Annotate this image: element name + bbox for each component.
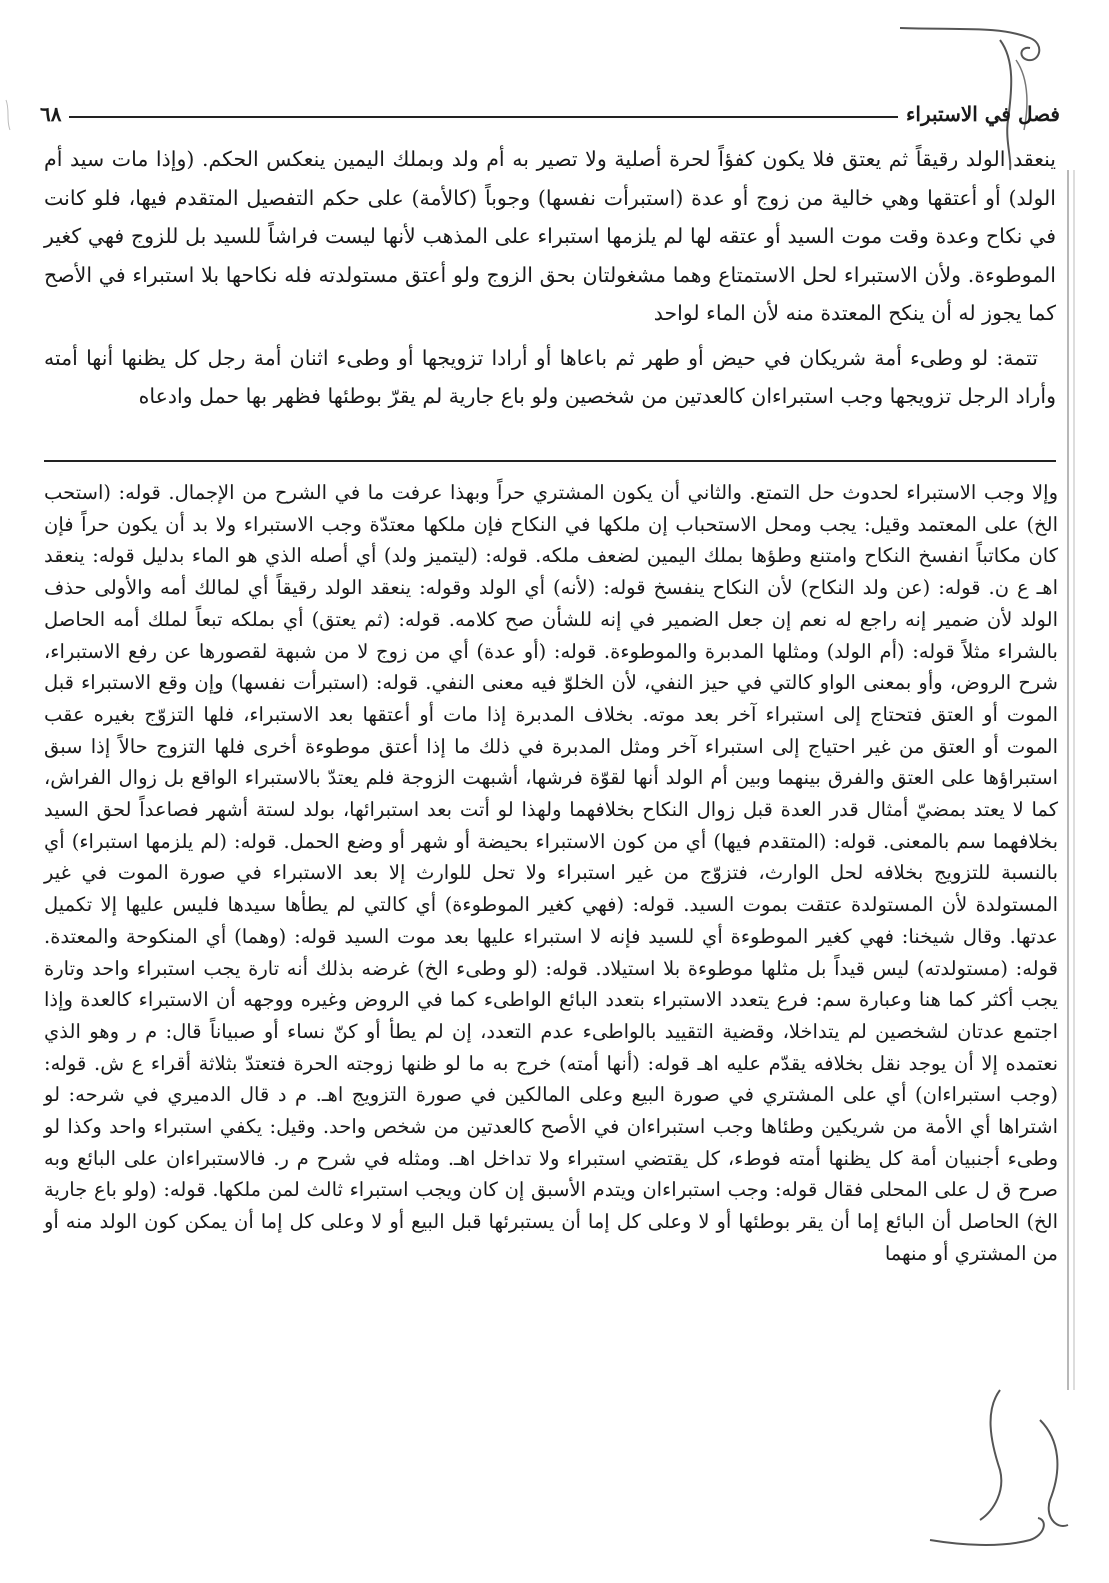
page-number: ٦٨ (40, 102, 62, 126)
header-rule (69, 116, 898, 118)
commentary-paragraph: وإلا وجب الاستبراء لحدوث حل التمتع. والثاني أن يكون المشتري حراً وبهذا عرفت ما في الشرح من الإجمال. قوله: (استحب الخ) على المعتمد وقيل: يجب ومحل الاستحباب إن ملكها في النكاح فإن ملكها معتدّة وجب الاستبراء ولا بد أن يكون حراً فإن كان مكاتباً انفسخ النكاح وامتنع وطؤها بملك اليمين لضعف ملكه. قوله: (ليتميز ولد) أي أصله الذي هو الماء بدليل قوله: ينعقد اهـ ع ن. قوله: (عن ولد النكاح) لأن النكاح ينفسخ قوله: (لأنه) أي الولد وقوله: ينعقد الولد رقيقاً أي لمالك أمه والأولى حذف الولد لأن ضمير إنه راجع له نعم إن جعل الضمير في إنه للشأن صح كلامه. قوله: (ثم يعتق) أي بملكه تبعاً لملك أمه الحاصل بالشراء مثلاً قوله: (أم الولد) ومثلها المدبرة والموطوءة. قوله: (أو عدة) أي من زوج لا من شبهة لقصورها عن رفع الاستبراء، شرح الروض، وأو بمعنى الواو كالتي في حيز النفي، لأن الخلوّ فيه معنى النفي. قوله: (استبرأت نفسها) وإن وقع الاستبراء قبل الموت أو العتق فتحتاج إلى استبراء آخر بعد موته. بخلاف المدبرة إذا مات أو أعتقها بعد الاستبراء، فلها التزوّج بغيره عقب الموت أو العتق من غير احتياج إلى استبراء آخر ومثل المدبرة في ذلك ما إذا أعتق موطوءة أخرى فلها التزوج حالاً إذا سبق استبراؤها على العتق والفرق بينهما وبين أم الولد أنها لقوّة فرشها، أشبهت الزوجة فلم يعتدّ بالاستبراء الواقع بل زوال الفراش، كما لا يعتد بمضيّ أمثال قدر العدة قبل زوال النكاح بخلافهما ولهذا لو أتت بعد استبرائها، بولد لستة أشهر فصاعداً لحق السيد بخلافهما سم بالمعنى. قوله: (المتقدم فيها) أي من كون الاستبراء بحيضة أو شهر أو وضع الحمل. قوله: (لم يلزمها استبراء) أي بالنسبة للتزويج بخلافه لحل الوارث، فتزوّج من غير استبراء ولا تحل للوارث إلا بعد الاستبراء في صورة الموت في غير المستولدة لأن المستولدة عتقت بموت السيد. قوله: (فهي كغير الموطوءة) أي كالتي لم يطأها سيدها فليس عليها إلا تكميل عدتها. وقال شيخنا: فهي كغير الموطوءة أي للسيد فإنه لا استبراء عليها بعد موت السيد قوله: (وهما) أي المنكوحة والمعتدة. قوله: (مستولدته) ليس قيداً بل مثلها موطوءة بلا استيلاد. قوله: (لو وطىء الخ) غرضه بذلك أنه تارة يجب استبراء واحد وتارة يجب أكثر كما هنا وعبارة سم: فرع يتعدد الاستبراء بتعدد البائع الواطىء كما في الروض وغيره ووجهه أن الاستبراء كالعدة وإذا اجتمع عدتان لشخصين لم يتداخلا، وقضية التقييد بالواطىء عدم التعدد، إن لم يطأ أو كنّ نساء أو صبياناً قال: م ر وهو الذي نعتمده إلا أن يوجد نقل بخلافه يقدّم عليه اهـ قوله: (أنها أمته) خرج به ما لو ظنها زوجته الحرة فتعتدّ بثلاثة أقراء ع ش. قوله: (وجب استبراءان) أي على المشتري في صورة البيع وعلى المالكين في صورة التزويج اهـ. م د قال الدميري في شرحه: لو اشتراها أي الأمة من شريكين وطئاها وجب استبراءان في الأصح كالعدتين من شخص واحد. وقيل: يكفي استبراء واحد وكذا لو وطىء أجنبيان أمة كل يظنها أمته فوطء، كل يقتضي استبراء ولا تداخل اهـ. ومثله في شرح م ر. فالاستبراءان على البائع وبه صرح ق ل على المحلى فقال قوله: وجب استبراءان ويتدم الأسبق إن كان ويجب استبراء ثالث لمن ملكها. قوله: (ولو باع جارية الخ) الحاصل أن البائع إما أن يقر بوطئها أو لا وعلى كل إما أن يستبرئها قبل البيع أو لا وعلى كل إما أن يمكن كون الولد منه أو من المشتري أو منهما (44, 481, 1058, 1265)
commentary-text (44, 477, 1058, 1270)
section-title: فصل في الاستبراء (906, 102, 1060, 126)
footnote-separator (44, 460, 1056, 462)
main-paragraph: ينعقد الولد رقيقاً ثم يعتق فلا يكون كفؤاً لحرة أصلية ولا تصير به أم ولد وبملك اليمين ينعكس الحكم. (وإذا مات سيد أم الولد) أو أعتقها وهي خالية من زوج أو عدة (استبرأت نفسها) وجوباً (كالأمة) على حكم التفصيل المتقدم فيها، فلو كانت في نكاح وعدة وقت موت السيد أو عتقه لها لم يلزمها استبراء على المذهب لأنها ليست فراشاً للسيد بل للزوج فهي كغير الموطوءة. ولأن الاستبراء لحل الاستمتاع وهما مشغولتان بحق الزوج ولو أعتق مستولدته فله نكاحها بلا استبراء في الأصح كما يجوز له أن ينكح المعتدة منه لأن الماء لواحد (44, 147, 1056, 325)
main-paragraph-addendum: تتمة: لو وطىء أمة شريكان في حيض أو طهر ثم باعاها أو أرادا تزويجها أو وطىء اثنان أمة رجل كل يظنها أنها أمته وأراد الرجل تزويجها وجب استبراءان كالعدتين من شخصين ولو باع جارية لم يقرّ بوطئها فظهر بها حمل وادعاه (44, 345, 1056, 408)
page-header (40, 100, 1060, 128)
main-text (44, 140, 1056, 416)
